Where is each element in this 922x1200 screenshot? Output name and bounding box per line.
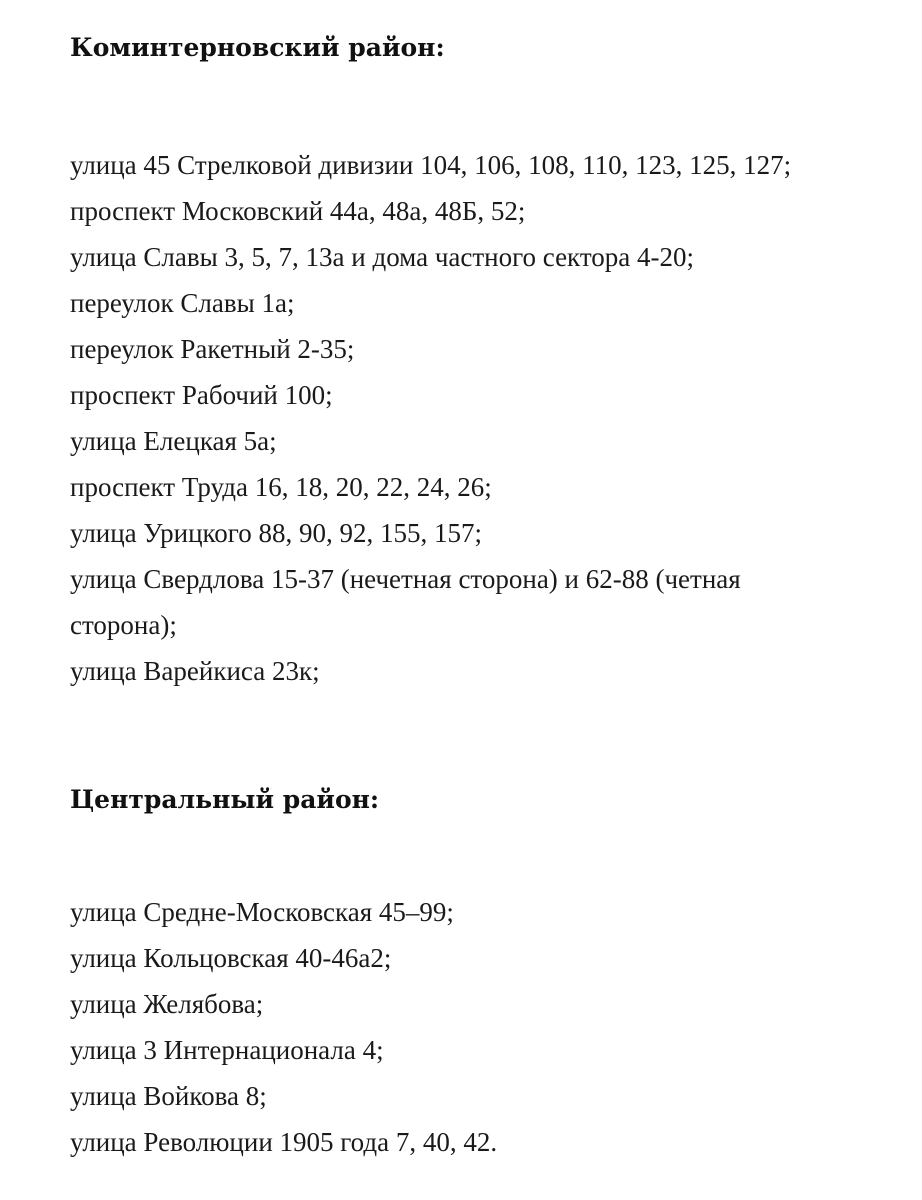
- section-title-kominternovsky: Коминтерновский район:: [70, 33, 445, 62]
- list-item: проспект Труда 16, 18, 20, 22, 24, 26;: [70, 472, 492, 502]
- list-item: улица 45 Стрелковой дивизии 104, 106, 108, 110, 123, 125, 127;: [70, 150, 792, 180]
- list-item: улица Елецкая 5а;: [70, 426, 277, 456]
- list-item: улица Революции 1905 года 7, 40, 42.: [70, 1127, 498, 1157]
- list-item: проспект Московский 44а, 48а, 48Б, 52;: [70, 196, 526, 226]
- list-item: улица Урицкого 88, 90, 92, 155, 157;: [70, 518, 482, 548]
- list-item: улица Славы 3, 5, 7, 13а и дома частного сектора 4-20;: [70, 242, 694, 272]
- section-title-central: Центральный район:: [70, 785, 380, 814]
- list-item: улица Варейкиса 23к;: [70, 656, 320, 686]
- list-item: улица Свердлова 15-37 (нечетная сторона) и 62-88 (четная сторона);: [70, 564, 741, 640]
- list-item: переулок Ракетный 2-35;: [70, 334, 355, 364]
- list-item: переулок Славы 1а;: [70, 288, 295, 318]
- list-item: улица Средне-Московская 45–99;: [70, 897, 454, 927]
- list-item: проспект Рабочий 100;: [70, 380, 333, 410]
- list-item: улица Кольцовская 40-46а2;: [70, 943, 392, 973]
- list-item: улица Желябова;: [70, 989, 264, 1019]
- list-item: улица Войкова 8;: [70, 1081, 267, 1111]
- list-item: улица 3 Интернационала 4;: [70, 1035, 384, 1065]
- address-list-central: [70, 889, 840, 1165]
- address-list-kominternovsky: [70, 142, 840, 694]
